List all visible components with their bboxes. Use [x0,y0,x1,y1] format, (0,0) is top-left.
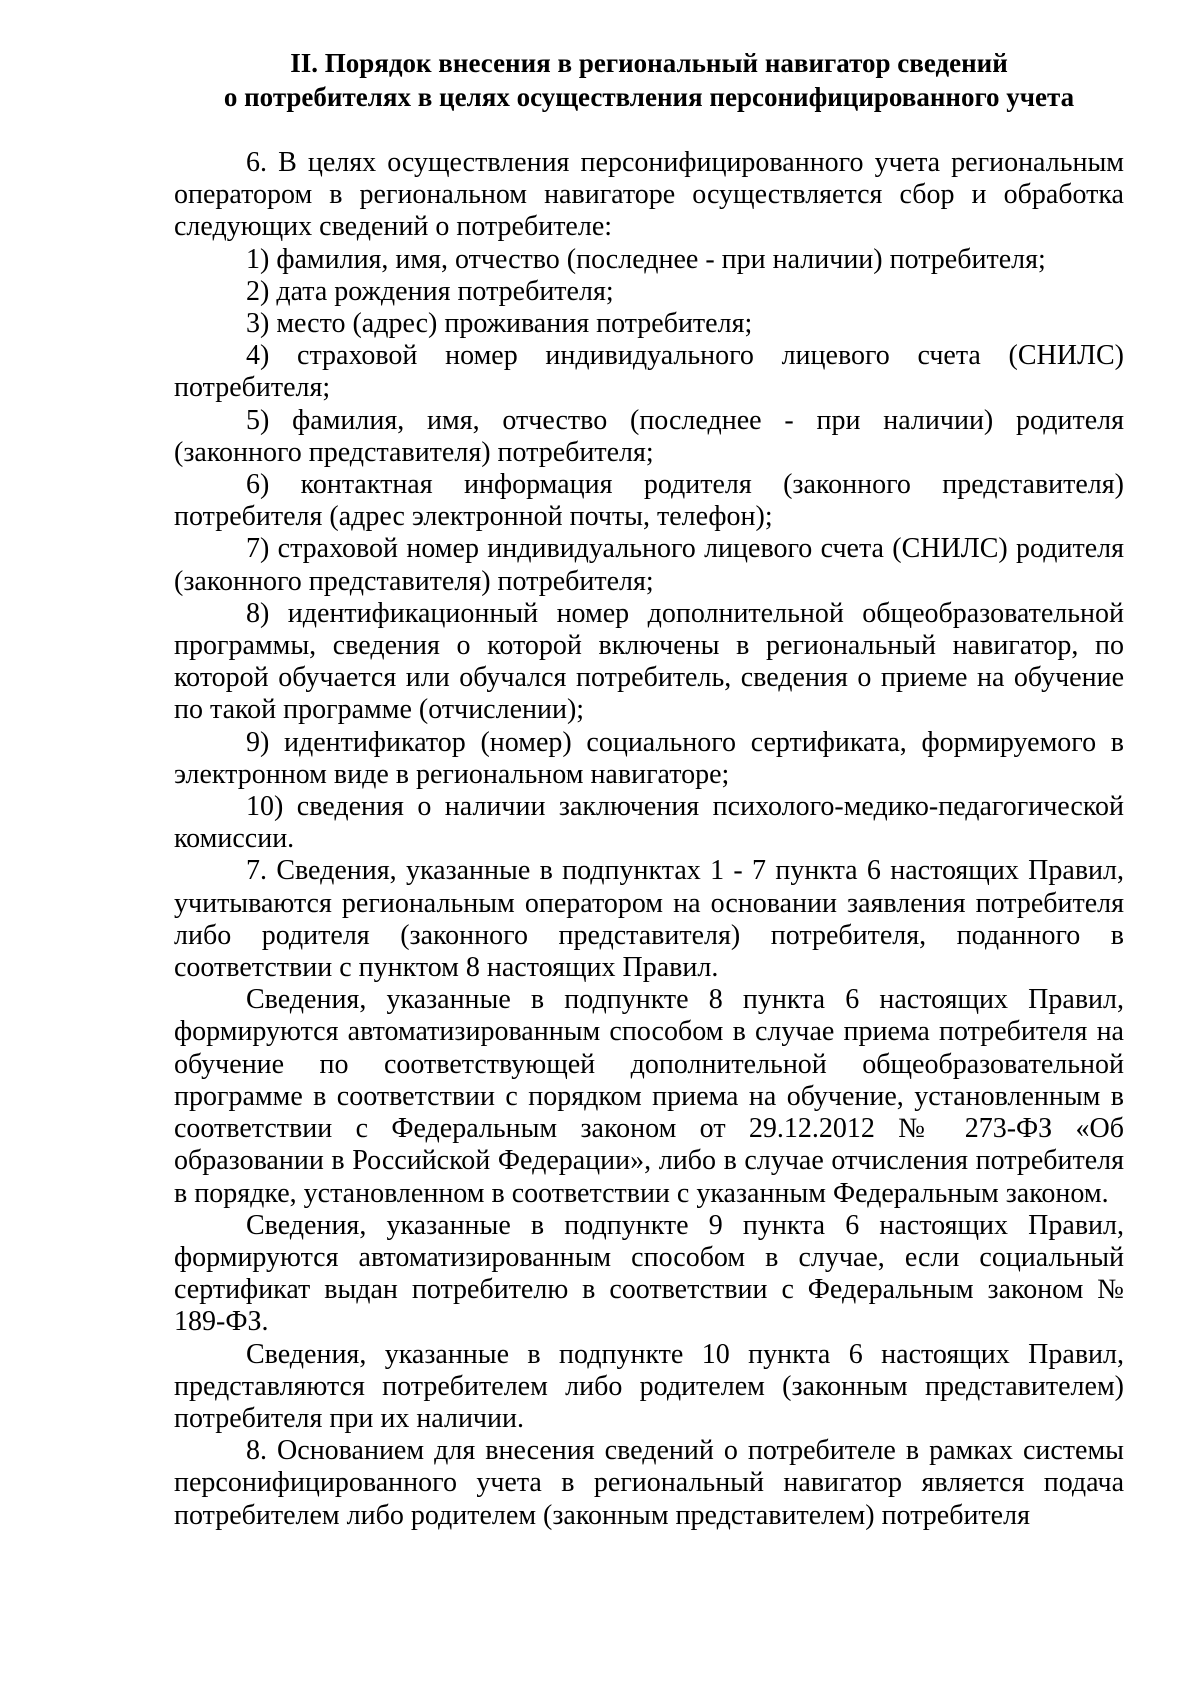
list-item-7: 7) страховой номер индивидуального лицевого счета (СНИЛС) родителя (законного представителя) потребителя; [174,533,1124,597]
list-item-9: 9) идентификатор (номер) социального сертификата, формируемого в электронном виде в региональном навигаторе; [174,726,1124,790]
document-body [174,147,1124,1532]
section-heading-line-1: II. Порядок внесения в региональный навигатор сведений [290,48,1008,78]
list-item-1: 1) фамилия, имя, отчество (последнее - при наличии) потребителя; [246,243,1046,275]
paragraph-6: 6. В целях осуществления персонифицированного учета региональным оператором в региональном навигаторе осуществляется сбор и обработка следующих сведений о потребителе: [174,147,1124,243]
list-item-5: 5) фамилия, имя, отчество (последнее - при наличии) родителя (законного представителя) потребителя; [174,404,1124,468]
paragraph-7-subpoint-9: Сведения, указанные в подпункте 9 пункта 6 настоящих Правил, формируются автоматизированным способом в случае, если социальный сертификат выдан потребителю в соответствии с Федеральным законом № 189-ФЗ. [174,1209,1124,1338]
list-item-6: 6) контактная информация родителя (законного представителя) потребителя (адрес электронной почты, телефон); [174,469,1124,533]
section-heading-line-2: о потребителях в целях осуществления персонифицированного учета [223,82,1075,112]
paragraph-8: 8. Основанием для внесения сведений о потребителе в рамках системы персонифицированного учета в региональный навигатор является подача потребителем либо родителем (законным представителем) потребителя [174,1435,1124,1531]
list-item-3: 3) место (адрес) проживания потребителя; [246,308,753,340]
section-heading [174,46,1124,114]
paragraph-7: 7. Сведения, указанные в подпунктах 1 - 7 пункта 6 настоящих Правил, учитываются региональным оператором на основании заявления потребителя либо родителя (законного представителя) потребителя, поданного в соответствии с пунктом 8 настоящих Правил. [174,855,1124,984]
document-page [174,46,1124,1532]
list-item-10: 10) сведения о наличии заключения психолого-медико-педагогической комиссии. [174,791,1124,855]
paragraph-7-subpoint-8: Сведения, указанные в подпункте 8 пункта 6 настоящих Правил, формируются автоматизированным способом в случае приема потребителя на обучение по соответствующей дополнительной общеобразовательной программе в соответствии с порядком приема на обучение, установленным в соответствии с Федеральным законом от 29.12.2012 № 273-ФЗ «Об образовании в Российской Федерации», либо в случае отчисления потребителя в порядке, установленном в соответствии с указанным Федеральным законом. [174,984,1124,1209]
list-item-8: 8) идентификационный номер дополнительной общеобразовательной программы, сведения о которой включены в региональный навигатор, по которой обучается или обучался потребитель, сведения о приеме на обучение по такой программе (отчислении); [174,597,1124,726]
paragraph-7-subpoint-10: Сведения, указанные в подпункте 10 пункта 6 настоящих Правил, представляются потребителем либо родителем (законным представителем) потребителя при их наличии. [174,1338,1124,1434]
list-item-4: 4) страховой номер индивидуального лицевого счета (СНИЛС) потребителя; [174,340,1124,404]
list-item-2: 2) дата рождения потребителя; [246,275,614,307]
